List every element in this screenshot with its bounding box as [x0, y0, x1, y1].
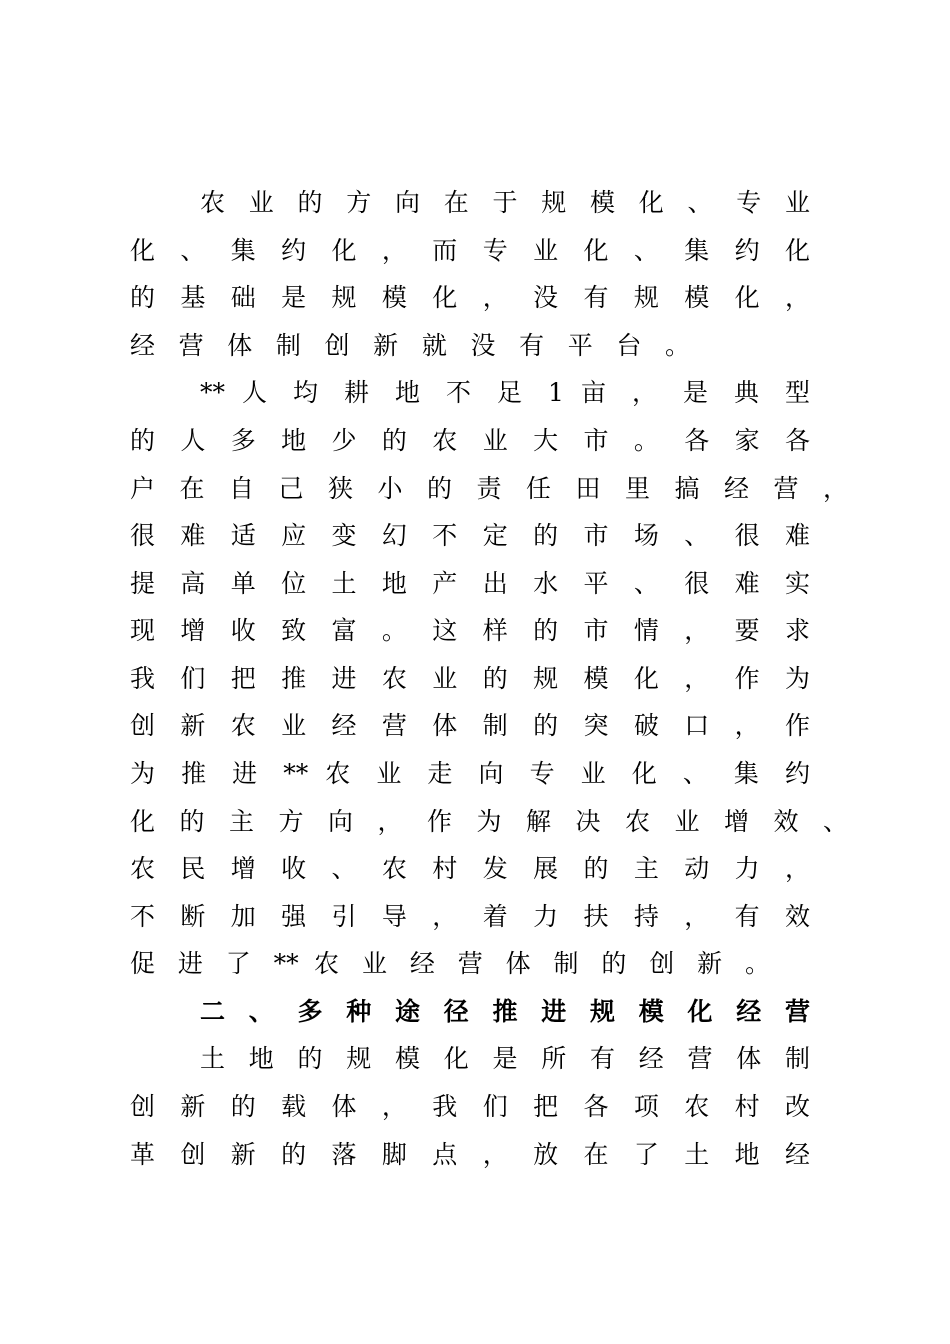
paragraph-line: 很 难 适 应 变 幻 不 定 的 市 场 、 很 难	[130, 521, 810, 550]
paragraph-line: 不 断 加 强 引 导 ， 着 力 扶 持 ， 有 效	[130, 902, 810, 931]
paragraph-line: 经 营 体 制 创 新 就 没 有 平 台 。	[130, 331, 690, 360]
paragraph-line: 农 业 的 方 向 在 于 规 模 化 、 专 业	[200, 188, 810, 217]
paragraph-line: 化 的 主 方 向 ， 作 为 解 决 农 业 增 效 、	[130, 807, 848, 836]
paragraph-line: 化 、 集 约 化 ， 而 专 业 化 、 集 约 化	[130, 236, 810, 265]
paragraph-line: 我 们 把 推 进 农 业 的 规 模 化 ， 作 为	[130, 664, 810, 693]
paragraph-line: 创 新 农 业 经 营 体 制 的 突 破 口 ， 作	[130, 711, 810, 740]
paragraph-line: 土 地 的 规 模 化 是 所 有 经 营 体 制	[200, 1044, 810, 1073]
paragraph-line: 革 创 新 的 落 脚 点 ， 放 在 了 土 地 经	[130, 1140, 810, 1169]
paragraph-line: 现 增 收 致 富 。 这 样 的 市 情 ， 要 求	[130, 616, 810, 645]
paragraph-line: 促 进 了 ** 农 业 经 营 体 制 的 创 新 。	[130, 949, 770, 978]
section-heading: 二 、 多 种 途 径 推 进 规 模 化 经 营	[200, 997, 810, 1026]
paragraph-line: 创 新 的 载 体 ， 我 们 把 各 项 农 村 改	[130, 1092, 810, 1121]
paragraph-line: 提 高 单 位 土 地 产 出 水 平 、 很 难 实	[130, 569, 810, 598]
paragraph-line: 的 人 多 地 少 的 农 业 大 市 。 各 家 各	[130, 426, 810, 455]
paragraph-line: 为 推 进 ** 农 业 走 向 专 业 化 、 集 约	[130, 759, 810, 788]
paragraph-line: 的 基 础 是 规 模 化 ， 没 有 规 模 化 ，	[130, 283, 810, 312]
paragraph-line: 户 在 自 己 狭 小 的 责 任 田 里 搞 经 营 ，	[130, 474, 848, 503]
paragraph-line: ** 人 均 耕 地 不 足 1 亩 ， 是 典 型	[200, 378, 810, 407]
paragraph-line: 农 民 增 收 、 农 村 发 展 的 主 动 力 ，	[130, 854, 810, 883]
